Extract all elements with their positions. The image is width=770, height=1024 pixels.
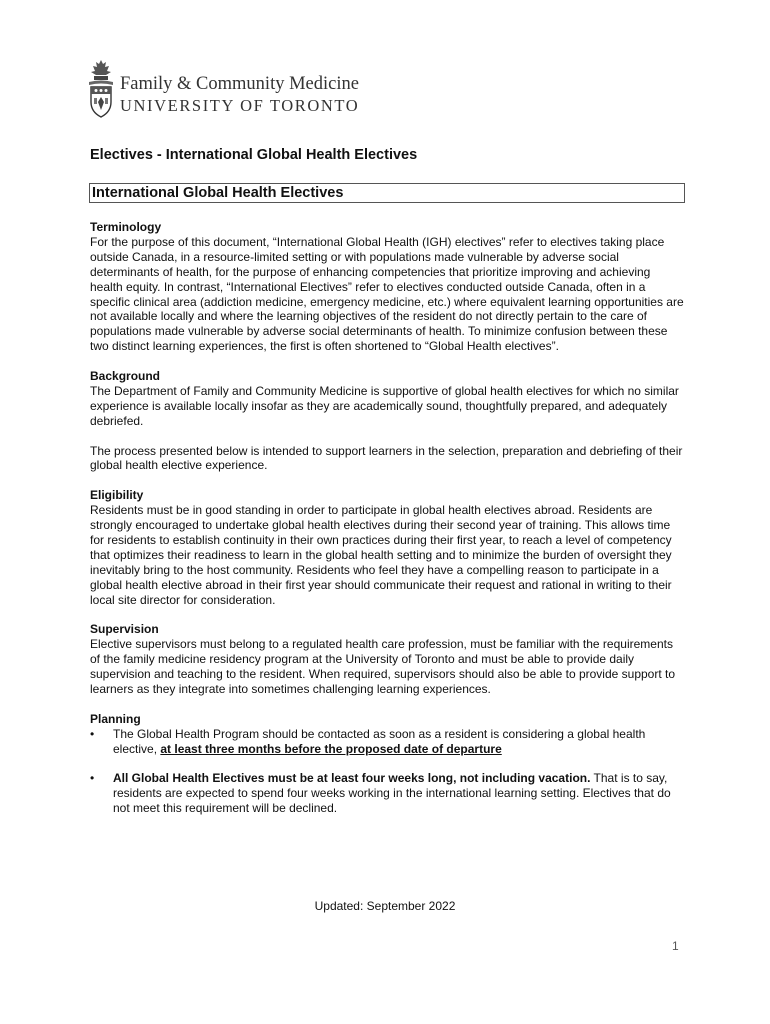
background-paragraph: The Department of Family and Community Medicine is supportive of global health electives for which no similar experience is available locally insofar as they are academically sound, thoughtfully prepared, and adequately debriefed. bbox=[90, 383, 679, 428]
planning-section bbox=[90, 712, 685, 816]
updated-date: Updated: September 2022 bbox=[314, 899, 456, 913]
section-header-box bbox=[89, 183, 685, 203]
logo-university-name: UNIVERSITY OF TORONTO bbox=[120, 96, 360, 115]
background-section bbox=[90, 369, 685, 429]
list-item bbox=[90, 771, 685, 816]
process-section bbox=[90, 444, 685, 474]
list-item-emphasis: at least three months before the proposed date of departure bbox=[160, 741, 502, 756]
list-item bbox=[90, 727, 685, 757]
process-paragraph: The process presented below is intended to support learners in the selection, preparation and debriefing of their global health elective experience. bbox=[90, 443, 683, 473]
department-logo bbox=[88, 58, 358, 122]
supervision-heading: Supervision bbox=[90, 622, 159, 637]
eligibility-paragraph: Residents must be in good standing in order to participate in global health electives abroad. Residents are strongly encouraged to undertake global health electives during their second year of training. This allows time for residents to establish continuity in their own practices during their first year, to reach a level of competency that optimizes their readiness to learn in the global health setting and to minimize the burden of oversight they inevitably bring to the host community. Residents who feel they have a compelling reason to participate in a global health elective abroad in their first year should communicate their request and rational in writing to their local site director for consideration. bbox=[90, 503, 672, 607]
bullet-icon: • bbox=[90, 726, 95, 741]
section-title: International Global Health Electives bbox=[92, 185, 344, 201]
terminology-paragraph: For the purpose of this document, “International Global Health (IGH) electives” refer to electives taking place outside Canada, in a resource-limited setting or with populations made vulnerable by adverse social determinants of health, for the purpose of enhancing competencies that prioritize improving and achieving health equity. In contrast, “International Electives” refer to electives conducted outside Canada, often in a specific clinical area (addiction medicine, emergency medicine, etc.) where equivalent learning opportunities are not available locally and where the learning objectives of the resident do not directly pertain to the care of populations made vulnerable by adverse social determinants of health. To minimize confusion between these two distinct learning experiences, the first is often shortened to “Global Health electives”. bbox=[90, 234, 684, 354]
document-title: Electives - International Global Health Electives bbox=[90, 147, 418, 163]
supervision-section bbox=[90, 622, 685, 697]
planning-list bbox=[90, 727, 685, 816]
logo-department-name: Family & Community Medicine bbox=[120, 74, 359, 94]
page-number: 1 bbox=[672, 939, 679, 953]
eligibility-heading: Eligibility bbox=[90, 488, 144, 503]
supervision-paragraph: Elective supervisors must belong to a regulated health care profession, must be familiar with the requirements of the family medicine residency program at the University of Toronto and must be able to provide daily supervision and teaching to the resident. When required, supervisors should also be able to provide support to learners as they integrate into sometimes challenging learning experiences. bbox=[90, 637, 676, 697]
university-crest-icon bbox=[88, 58, 114, 120]
document-body bbox=[90, 220, 685, 831]
terminology-heading: Terminology bbox=[90, 220, 162, 234]
list-item-lead: All Global Health Electives must be at least four weeks long, not including vacation. bbox=[113, 771, 591, 786]
terminology-section bbox=[90, 220, 685, 354]
planning-heading: Planning bbox=[90, 711, 141, 726]
bullet-icon: • bbox=[90, 771, 95, 786]
eligibility-section bbox=[90, 488, 685, 607]
list-item-text: That is to say, residents are expected to spend four weeks working in the international learning setting. Electives that do not meet this requirement will be declined. bbox=[113, 771, 671, 816]
background-heading: Background bbox=[90, 369, 161, 384]
list-item-text: The Global Health Program should be contacted as soon as a resident is considering a global health elective, bbox=[113, 726, 646, 756]
